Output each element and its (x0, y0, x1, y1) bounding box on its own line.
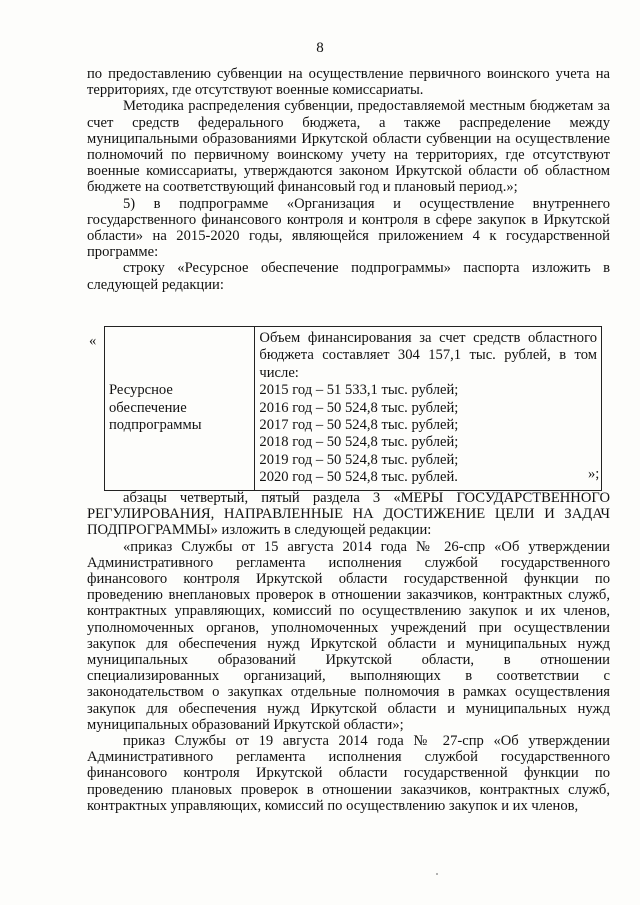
resource-label: Ресурсное обеспечение подпрограммы (109, 382, 202, 434)
page-number: 8 (316, 40, 324, 56)
paragraph: приказ Службы от 19 августа 2014 года № 27-спр «Об утверждении Административного регламента исполнения службой государственного финансового контроля Иркутской области государственной функции по проведению плановых проверок в отношении заказчиков, контрактных служб, контрактных управляющих, комиссий по осуществлению закупок и их членов, (87, 733, 610, 814)
paragraph: «приказ Службы от 15 августа 2014 года № 26-спр «Об утверждении Административного регламента исполнения службой государственного финансового контроля Иркутской области государственной функции по проведению внеплановых проверок в отношении заказчиков, контрактных служб, контрактных управляющих, комиссий по осуществлению закупок и их членов, уполномоченных органов, уполномоченных учреждений при осуществлении закупок для обеспечения нужд Иркутской области и муниципальных нужд муниципальных образований Иркутской области, в отношении специализированных организаций, выполняющих в соответствии с законодательством о закупках отдельные полномочия в рамках осуществления закупок для обеспечения нужд Иркутской области и муниципальных нужд муниципальных образований Иркутской области»; (87, 538, 610, 733)
paragraph: 5) в подпрограмме «Организация и осуществление внутреннего государственного финансового контроля и контроля в сфере закупок в Иркутской области» на 2015-2020 годы, являющейся приложением 4 к государственной программе: (87, 195, 610, 261)
body-text-bottom (87, 490, 610, 814)
body-text-top (87, 66, 610, 293)
resource-table (104, 326, 602, 491)
year-line: 2018 год – 50 524,8 тыс. рублей; (259, 434, 459, 451)
paragraph: строку «Ресурсное обеспечение подпрограммы» паспорта изложить в следующей редакции: (87, 260, 610, 293)
scan-speck (436, 873, 438, 875)
year-line: 2016 год – 50 524,8 тыс. рублей; (259, 399, 459, 416)
table-cell-values (255, 327, 602, 491)
year-line: 2020 год – 50 524,8 тыс. рублей. (259, 469, 458, 486)
quote-close: »; (588, 466, 600, 482)
funding-intro: Объем финансирования за счет средств областного бюджета составляет 304 157,1 тыс. рублей, в том числе: (259, 330, 597, 381)
paragraph: абзацы четвертый, пятый раздела 3 «МЕРЫ ГОСУДАРСТВЕННОГО РЕГУЛИРОВАНИЯ, НАПРАВЛЕННЫЕ НА ДОСТИЖЕНИЕ ЦЕЛИ И ЗАДАЧ ПОДПРОГРАММЫ» изложить в следующей редакции: (87, 490, 610, 539)
year-line: 2017 год – 50 524,8 тыс. рублей; (259, 417, 459, 434)
quote-open: « (89, 333, 97, 349)
paragraph: по предоставлению субвенции на осуществление первичного воинского учета на территориях, где отсутствуют военные комиссариаты. (87, 66, 610, 99)
year-line: 2019 год – 50 524,8 тыс. рублей; (259, 451, 459, 468)
resource-table-block (87, 326, 610, 490)
table-row (105, 327, 602, 491)
table-cell-label (105, 327, 255, 491)
paragraph: Методика распределения субвенции, предоставляемой местным бюджетам за счет средств федерального бюджета, а также распределение между муниципальными образованиями Иркутской области субвенции на осуществление полномочий по первичному воинскому учету на территориях, где отсутствуют военные комиссариаты, утверждаются законом Иркутской области об областном бюджете на соответствующий финансовый год и плановый период.»; (87, 98, 610, 196)
year-line: 2015 год – 51 533,1 тыс. рублей; (259, 382, 459, 399)
